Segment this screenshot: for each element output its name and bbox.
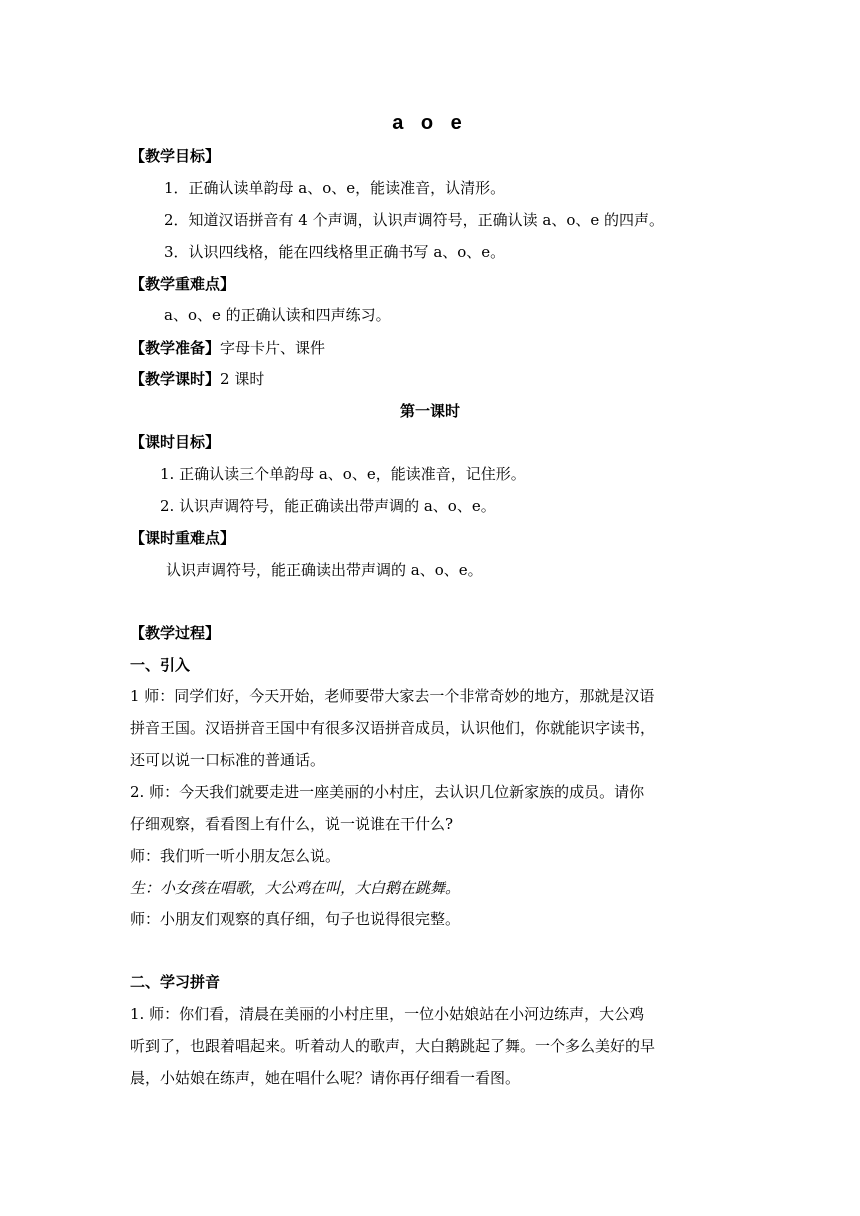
lesson-difficulty-heading: 【课时重难点】 bbox=[130, 529, 236, 547]
class-hours-line bbox=[130, 369, 264, 389]
class-hours-text: 2 课时 bbox=[220, 370, 265, 388]
key-points-heading: 【教学重难点】 bbox=[130, 275, 236, 293]
class-hours-heading: 【教学课时】 bbox=[130, 370, 221, 388]
intro-paragraph-line: 拼音王国。汉语拼音王国中有很多汉语拼音成员，认识他们，你就能识字读书， bbox=[130, 719, 656, 737]
section-learn-pinyin-heading: 二、学习拼音 bbox=[130, 973, 221, 991]
section-intro-heading: 一、引入 bbox=[130, 656, 191, 674]
process-heading: 【教学过程】 bbox=[130, 624, 221, 642]
intro-paragraph-line: 2. 师：今天我们就要走进一座美丽的小村庄，去认识几位新家族的成员。请你 bbox=[130, 783, 645, 801]
teacher-response: 师：小朋友们观察的真仔细，句子也说得很完整。 bbox=[130, 910, 461, 928]
learn-pinyin-paragraph-line: 晨，小姑娘在练声，她在唱什么呢？请你再仔细看一看图。 bbox=[130, 1069, 521, 1087]
preparation-heading: 【教学准备】 bbox=[130, 339, 221, 357]
teaching-goals-heading: 【教学目标】 bbox=[130, 147, 221, 165]
lesson-goal-item: 1. 正确认读三个单韵母 a、o、e，能读准音，记住形。 bbox=[160, 465, 526, 483]
intro-paragraph-line: 师：我们听一听小朋友怎么说。 bbox=[130, 847, 341, 865]
preparation-text: 字母卡片、课件 bbox=[220, 339, 326, 357]
lesson-one-title: 第一课时 bbox=[399, 402, 460, 420]
teaching-goal-item: 3．认识四线格，能在四线格里正确书写 a、o、e。 bbox=[164, 243, 506, 261]
teaching-goal-item: 1．正确认读单韵母 a、o、e，能读准音，认清形。 bbox=[164, 179, 506, 197]
intro-paragraph-line: 还可以说一口标准的普通话。 bbox=[130, 751, 326, 769]
preparation-line bbox=[130, 338, 325, 358]
document-title: a o e bbox=[392, 112, 468, 134]
learn-pinyin-paragraph-line: 1. 师：你们看，清晨在美丽的小村庄里，一位小姑娘站在小河边练声，大公鸡 bbox=[130, 1005, 645, 1023]
learn-pinyin-paragraph-line: 听到了，也跟着唱起来。听着动人的歌声，大白鹅跳起了舞。一个多么美好的早 bbox=[130, 1037, 656, 1055]
teaching-goal-item: 2．知道汉语拼音有 4 个声调，认识声调符号，正确认读 a、o、e 的四声。 bbox=[164, 211, 665, 229]
key-points-text: a、o、e 的正确认读和四声练习。 bbox=[164, 306, 391, 324]
student-response: 生：小女孩在唱歌，大公鸡在叫，大白鹅在跳舞。 bbox=[130, 879, 461, 897]
intro-paragraph-line: 1 师：同学们好，今天开始，老师要带大家去一个非常奇妙的地方，那就是汉语 bbox=[130, 687, 655, 705]
intro-paragraph-line: 仔细观察，看看图上有什么，说一说谁在干什么? bbox=[130, 815, 454, 833]
lesson-goal-item: 2. 认识声调符号，能正确读出带声调的 a、o、e。 bbox=[160, 497, 496, 515]
lesson-difficulty-text: 认识声调符号，能正确读出带声调的 a、o、e。 bbox=[166, 561, 483, 579]
lesson-goals-heading: 【课时目标】 bbox=[130, 433, 221, 451]
